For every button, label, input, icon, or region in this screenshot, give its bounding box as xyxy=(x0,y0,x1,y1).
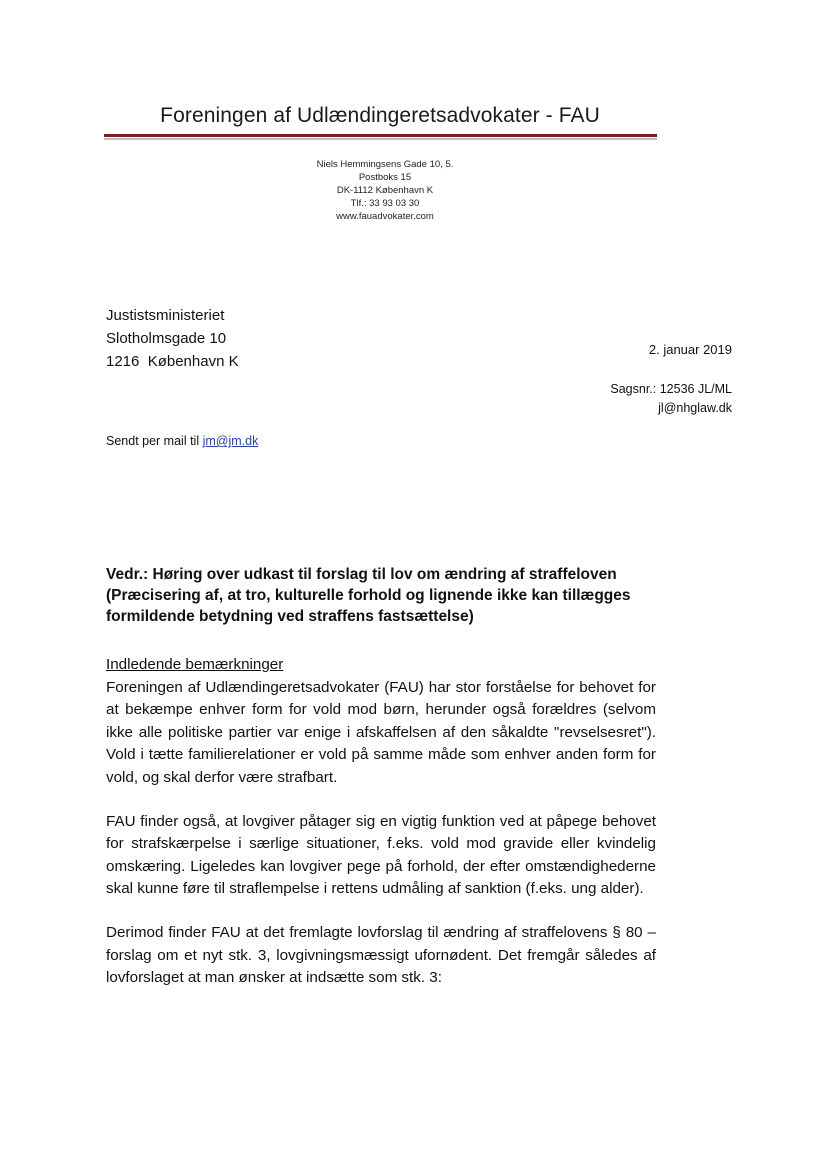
organization-address xyxy=(240,158,530,223)
paragraph-1-text: Foreningen af Udlændingeretsadvokater (FAU) har stor forståelse for behovet for at bekæmpe enhver form for vold mod børn, herunder også forældres (selvom ikke alle politiske partier var enige i afskaffelsen af den såkaldte "revselsesret"). Vold i tætte familierelationer er vold på samme måde som enhver anden form for vold, og skal derfor være strafbart. xyxy=(106,678,656,786)
address-pobox: Postboks 15 xyxy=(358,172,412,183)
address-website: www.fauadvokater.com xyxy=(336,211,434,222)
letter-subject: Vedr.: Høring over udkast til forslag til lov om ændring af straffeloven (Præcisering af, at tro, kulturelle forhold og lignende ikke kan tillægges formildende betydning ved straffens fastsættelse) xyxy=(106,566,631,625)
body-paragraph-2: FAU finder også, at lovgiver påtager sig en vigtig funktion ved at påpege behovet for strafskærpelse i særlige situationer, f.eks. vold mod gravide eller kvindelig omskæring. Ligeledes kan lovgiver pege på forhold, der efter omstændighederne skal kunne føre til straflempelse i rettens udmåling af sanktion (f.eks. ung alder). xyxy=(106,812,656,898)
recipient-city: 1216 København K xyxy=(106,353,239,370)
header-divider xyxy=(104,134,657,137)
body-paragraph-3: Derimod finder FAU at det fremlagte lovforslag til ændring af straffelovens § 80 – forslag om et nyt stk. 3, lovgivningsmæssigt ufornødent. Det fremgår således af lovforslaget at man ønsker at indsætte som stk. 3: xyxy=(106,923,656,987)
address-city: DK-1112 København K xyxy=(336,185,434,196)
body-paragraph-1 xyxy=(106,654,656,790)
case-info xyxy=(610,380,732,418)
address-phone: Tlf.: 33 93 03 30 xyxy=(350,198,420,209)
header-divider-shadow xyxy=(104,138,657,140)
case-reference: Sagsnr.: 12536 JL/ML xyxy=(610,382,732,396)
address-street: Niels Hemmingsens Gade 10, 5. xyxy=(316,159,454,170)
sent-by-mail-line xyxy=(106,434,258,448)
section-heading: Indledende bemærkninger xyxy=(106,656,284,673)
case-email: jl@nhglaw.dk xyxy=(658,401,732,415)
sent-prefix: Sendt per mail til xyxy=(106,434,203,448)
recipient-name: Justistsministeriet xyxy=(106,307,225,324)
recipient-street: Slotholmsgade 10 xyxy=(106,330,227,347)
recipient-address xyxy=(106,304,239,373)
letter-body xyxy=(106,654,656,990)
organization-name: Foreningen af Udlændingeretsadvokater - FAU xyxy=(160,104,600,127)
letter-date: 2. januar 2019 xyxy=(648,342,732,357)
recipient-email-link[interactable]: jm@jm.dk xyxy=(202,434,259,448)
